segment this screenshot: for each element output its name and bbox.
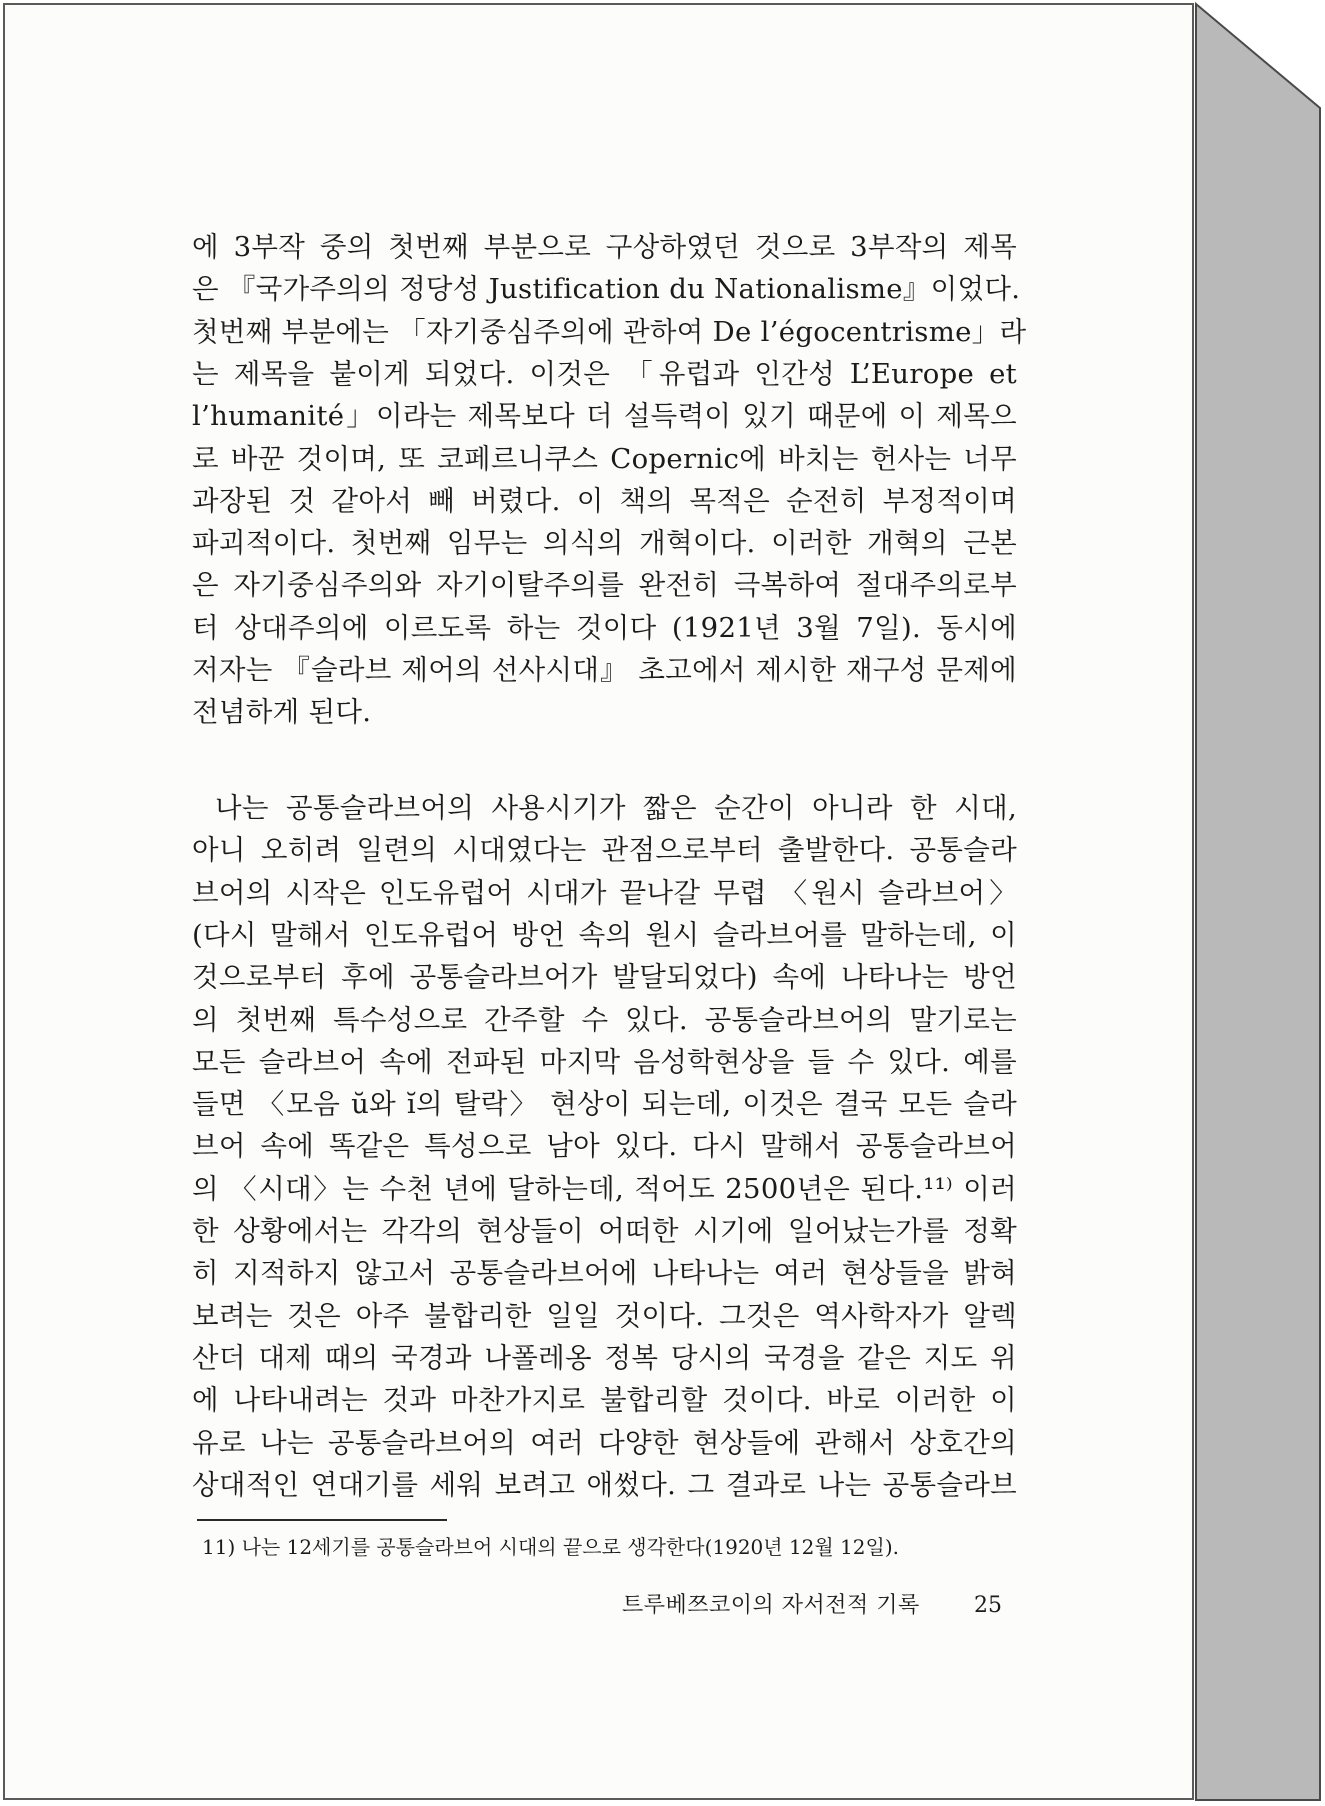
text-line: 브어의 시작은 인도유럽어 시대가 끝나갈 무렵 〈원시 슬라브어〉 bbox=[192, 876, 1017, 909]
text-line: 유로 나는 공통슬라브어의 여러 다양한 현상들에 관해서 상호간의 bbox=[192, 1426, 1017, 1459]
footnote-divider bbox=[197, 1519, 447, 1521]
text-line: 한 상황에서는 각각의 현상들이 어떠한 시기에 일어났는가를 정확 bbox=[192, 1215, 1017, 1247]
text-line: 산더 대제 때의 국경과 나폴레옹 정복 당시의 국경을 같은 지도 위 bbox=[192, 1341, 1017, 1374]
text-line: 에 나타내려는 것과 마찬가지로 불합리할 것이다. 바로 이러한 이 bbox=[192, 1384, 1017, 1417]
footnote-11: 11) 나는 12세기를 공통슬라브어 시대의 끝으로 생각한다(1920년 12월 12일). bbox=[202, 1535, 899, 1559]
text-line: 첫번째 부분에는 「자기중심주의에 관하여 De l’égocentrisme」라 bbox=[192, 315, 1027, 348]
text-line: 히 지적하지 않고서 공통슬라브어에 나타나는 여러 현상들을 밝혀 bbox=[192, 1257, 1017, 1290]
text-line: 은 자기중심주의와 자기이탈주의를 완전히 극복하여 절대주의로부 bbox=[192, 569, 1017, 602]
running-footer-title: 트루베쯔코이의 자서전적 기록 bbox=[622, 1593, 920, 1618]
text-line: 들면 〈모음 ŭ와 ĭ의 탈락〉 현상이 되는데, 이것은 결국 모든 슬라 bbox=[192, 1088, 1017, 1121]
text-line: 은 『국가주의의 정당성 Justification du Nationalisme』이었다. bbox=[192, 273, 1021, 306]
text-line: 전념하게 된다. bbox=[192, 696, 372, 729]
text-line: 저자는 『슬라브 제어의 선사시대』 초고에서 제시한 재구성 문제에 bbox=[192, 654, 1017, 686]
text-line: 모든 슬라브어 속에 전파된 마지막 음성학현상을 들 수 있다. 예를 bbox=[192, 1045, 1017, 1078]
text-line: 보려는 것은 아주 불합리한 일일 것이다. 그것은 역사학자가 알렉 bbox=[192, 1299, 1017, 1332]
book-page bbox=[3, 3, 1194, 1800]
text-line: 브어 속에 똑같은 특성으로 남아 있다. 다시 말해서 공통슬라브어 bbox=[192, 1130, 1017, 1163]
text-line: 것으로부터 후에 공통슬라브어가 발달되었다) 속에 나타나는 방언 bbox=[192, 961, 1017, 994]
text-line: 는 제목을 붙이게 되었다. 이것은 「유럽과 인간성 L’Europe et bbox=[192, 357, 1017, 390]
text-line: (다시 말해서 인도유럽어 방언 속의 원시 슬라브어를 말하는데, 이 bbox=[192, 918, 1017, 951]
text-line: 상대적인 연대기를 세워 보려고 애썼다. 그 결과로 나는 공통슬라브 bbox=[192, 1468, 1017, 1501]
text-line: 나는 공통슬라브어의 사용시기가 짧은 순간이 아니라 한 시대, bbox=[215, 792, 1017, 824]
text-line: 에 3부작 중의 첫번째 부분으로 구상하였던 것으로 3부작의 제목 bbox=[192, 231, 1017, 263]
text-line: 터 상대주의에 이르도록 하는 것이다 (1921년 3월 7일). 동시에 bbox=[192, 611, 1017, 644]
page-number: 25 bbox=[974, 1593, 1002, 1618]
text-line: 과장된 것 같아서 빼 버렸다. 이 책의 목적은 순전히 부정적이며 bbox=[192, 484, 1017, 517]
text-line: 파괴적이다. 첫번째 임무는 의식의 개혁이다. 이러한 개혁의 근본 bbox=[192, 527, 1017, 560]
text-line: 의 〈시대〉는 수천 년에 달하는데, 적어도 2500년은 된다.¹¹⁾ 이러 bbox=[192, 1172, 1017, 1205]
text-line: 아니 오히려 일련의 시대였다는 관점으로부터 출발한다. 공통슬라 bbox=[192, 834, 1017, 867]
text-line: l’humanité」이라는 제목보다 더 설득력이 있기 때문에 이 제목으 bbox=[192, 400, 1017, 433]
text-line: 로 바꾼 것이며, 또 코페르니쿠스 Copernic에 바치는 헌사는 너무 bbox=[192, 442, 1017, 475]
text-line: 의 첫번째 특수성으로 간주할 수 있다. 공통슬라브어의 말기로는 bbox=[192, 1003, 1017, 1036]
